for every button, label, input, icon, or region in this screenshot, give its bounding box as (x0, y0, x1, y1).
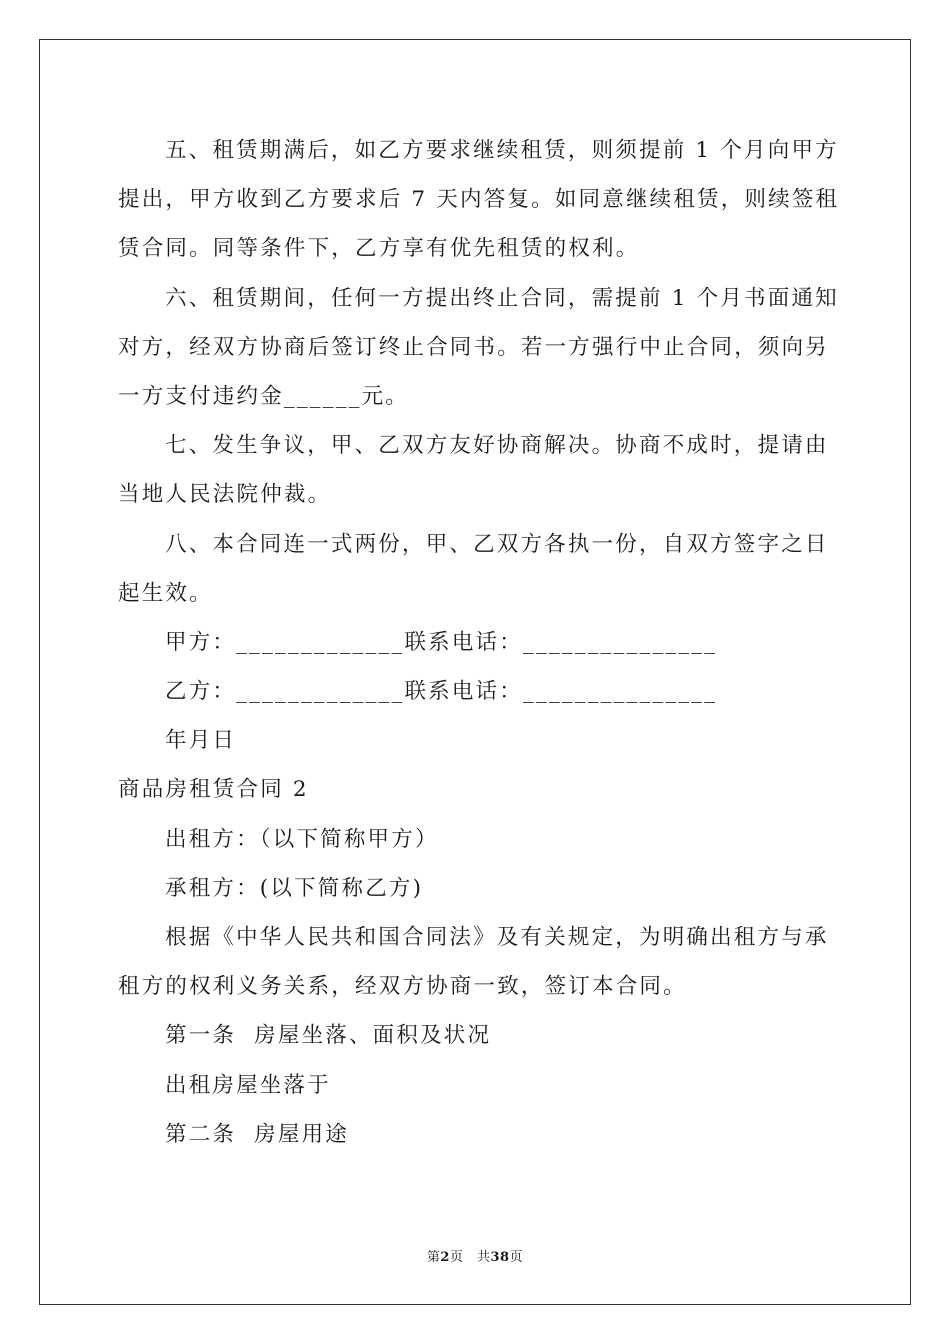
section-title: 商品房租赁合同 2 (118, 777, 309, 803)
paragraph-line: 出租方：（以下简称甲方） (165, 826, 439, 852)
paragraph-line: 五、租赁期满后，如乙方要求继续租赁，则须提前 1 个月向甲方 (165, 138, 839, 163)
article-heading: 第一条 房屋坐落、面积及状况 (165, 1023, 492, 1049)
page-mid: 页 共 (449, 1250, 491, 1265)
paragraph-line: 租方的权利义务关系，经双方协商一致，签订本合同。 (118, 974, 687, 1000)
document-body (118, 126, 840, 1159)
page-suffix: 页 (509, 1250, 524, 1265)
date-line: 年月日 (165, 728, 237, 754)
paragraph-line: 七、发生争议，甲、乙双方友好协商解决。协商不成时，提请由 (165, 433, 829, 459)
paragraph-line: 承租方：(以下简称乙方) (165, 875, 424, 901)
page-total: 38 (490, 1250, 510, 1265)
article-heading: 第二条 房屋用途 (165, 1121, 349, 1147)
signature-line-party-b: 乙方：_____________联系电话：_______________ (165, 679, 718, 705)
paragraph-line: 六、租赁期间，任何一方提出终止合同，需提前 1 个月书面通知 (165, 285, 839, 311)
page-current: 2 (440, 1250, 450, 1265)
page-footer (0, 1246, 950, 1265)
paragraph-line: 八、本合同连一式两份，甲、乙双方各执一份，自双方签字之日 (165, 531, 829, 557)
paragraph-line: 对方，经双方协商后签订终止合同书。若一方强行中止合同，须向另 (118, 334, 830, 360)
paragraph-line: 赁合同。同等条件下，乙方享有优先租赁的权利。 (118, 236, 640, 262)
signature-line-party-a: 甲方：_____________联系电话：_______________ (165, 629, 718, 655)
paragraph-line: 根据《中华人民共和国合同法》及有关规定，为明确出租方与承 (165, 925, 829, 950)
paragraph-line: 一方支付违约金______元。 (118, 383, 410, 409)
page-prefix: 第 (426, 1250, 441, 1265)
paragraph-line: 当地人民法院仲裁。 (118, 482, 332, 508)
paragraph-line: 出租房屋坐落于 (165, 1072, 331, 1098)
paragraph-line: 起生效。 (118, 580, 213, 606)
paragraph-line: 提出，甲方收到乙方要求后 7 天内答复。如同意继续租赁，则续签租 (118, 187, 840, 213)
